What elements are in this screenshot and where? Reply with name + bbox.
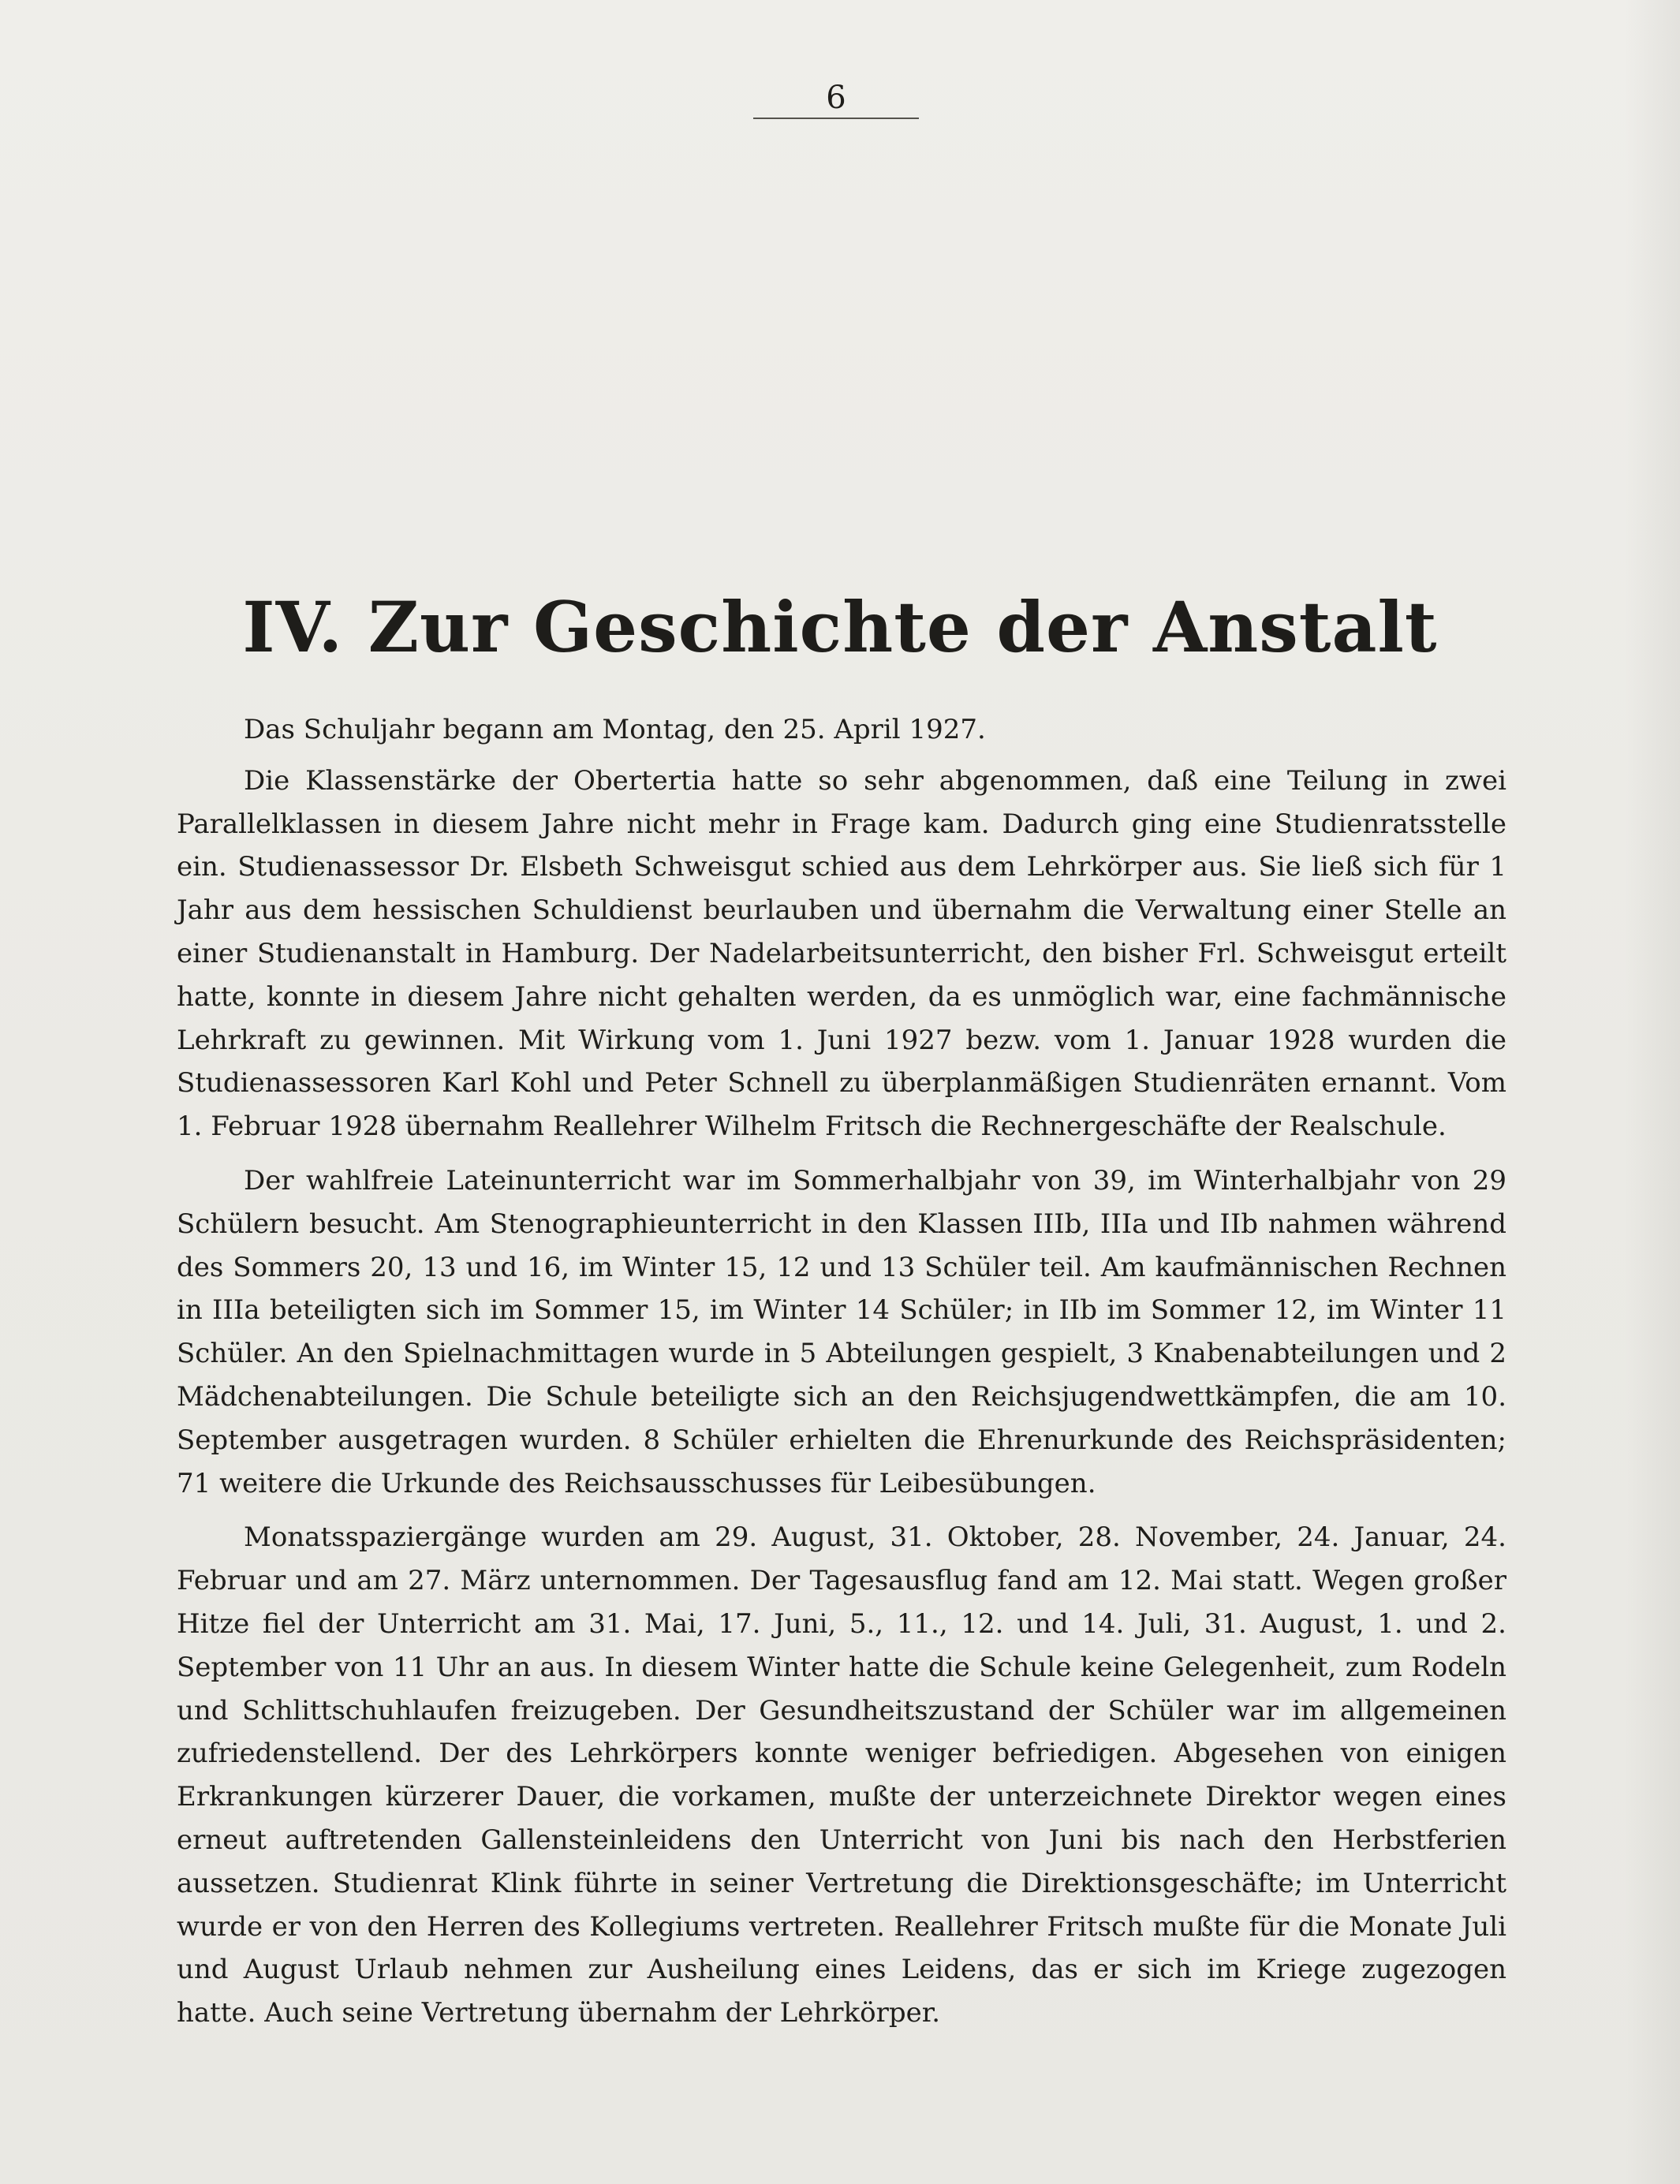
page-edge-shadow (1625, 0, 1680, 2184)
page-number-rule (753, 118, 919, 119)
paragraph-excursions-health: Monatsspaziergänge wurden am 29. August, 31. Oktober, 28. November, 24. Januar, 24. Februar und am 27. März unternommen. Der Tagesausflug fand am 12. Mai statt. Wegen großer Hitze fiel der Unterricht am 31. Mai, 17. Juni, 5., 11., 12. und 14. Juli, 31. August, 1. und 2. September von 11 Uhr an aus. In diesem Winter hatte die Schule keine Gelegenheit, zum Rodeln und Schlittschuhlaufen freizugeben. Der Gesundheitszustand der Schüler war im allgemeinen zufriedenstellend. Der des Lehrkörpers konnte weniger befriedigen. Abgesehen von einigen Erkrankungen kürzerer Dauer, die vorkamen, mußte der unterzeichnete Direktor wegen eines erneut auftretenden Gallensteinleidens den Unterricht von Juni bis nach den Herbstferien aussetzen. Studienrat Klink führte in seiner Vertretung die Direktionsgeschäfte; im Unterricht wurde er von den Herren des Kollegiums vertreten. Reallehrer Fritsch mußte für die Monate Juli und August Urlaub nehmen zur Ausheilung eines Leidens, das er sich im Kriege zugezogen hatte. Auch seine Vertretung übernahm der Lehrkörper. (177, 1521, 1506, 2029)
paragraph-school-year-start: Das Schuljahr begann am Montag, den 25. April 1927. (244, 714, 986, 745)
body-text (177, 708, 1506, 2046)
paragraph-staff-changes: Die Klassenstärke der Obertertia hatte so sehr abgenommen, daß eine Teilung in zwei Parallelklassen in diesem Jahre nicht mehr in Frage kam. Dadurch ging eine Studienratsstelle ein. Studienassessor Dr. Elsbeth Schweisgut schied aus dem Lehrkörper aus. Sie ließ sich für 1 Jahr aus dem hessischen Schuldienst beurlauben und übernahm die Verwaltung einer Stelle an einer Studienanstalt in Hamburg. Der Nadelarbeitsunterricht, den bisher Frl. Schweisgut erteilt hatte, konnte in diesem Jahre nicht gehalten werden, da es unmöglich war, eine fachmännische Lehrkraft zu gewinnen. Mit Wirkung vom 1. Juni 1927 bezw. vom 1. Januar 1928 wurden die Studienassessoren Karl Kohl und Peter Schnell zu überplanmäßigen Studienräten ernannt. Vom 1. Februar 1928 übernahm Reallehrer Wilhelm Fritsch die Rechnergeschäfte der Realschule. (177, 764, 1506, 1143)
paragraph-elective-courses: Der wahlfreie Lateinunterricht war im Sommerhalbjahr von 39, im Winterhalbjahr von 29 Schülern besucht. Am Stenographieunterricht in den Klassen IIIb, IIIa und IIb nahmen während des Sommers 20, 13 und 16, im Winter 15, 12 und 13 Schüler teil. Am kaufmännischen Rechnen in IIIa beteiligten sich im Sommer 15, im Winter 14 Schüler; in IIb im Sommer 12, im Winter 11 Schüler. An den Spielnachmittagen wurde in 5 Abteilungen gespielt, 3 Knabenabteilungen und 2 Mädchenabteilungen. Die Schule beteiligte sich an den Reichsjugendwettkämpfen, die am 10. September ausgetragen wurden. 8 Schüler erhielten die Ehrenurkunde des Reichspräsidenten; 71 weitere die Urkunde des Reichsausschusses für Leibesübungen. (177, 1164, 1506, 1499)
chapter-title: IV. Zur Geschichte der Anstalt (242, 586, 1438, 668)
page-number: 6 (826, 80, 846, 116)
